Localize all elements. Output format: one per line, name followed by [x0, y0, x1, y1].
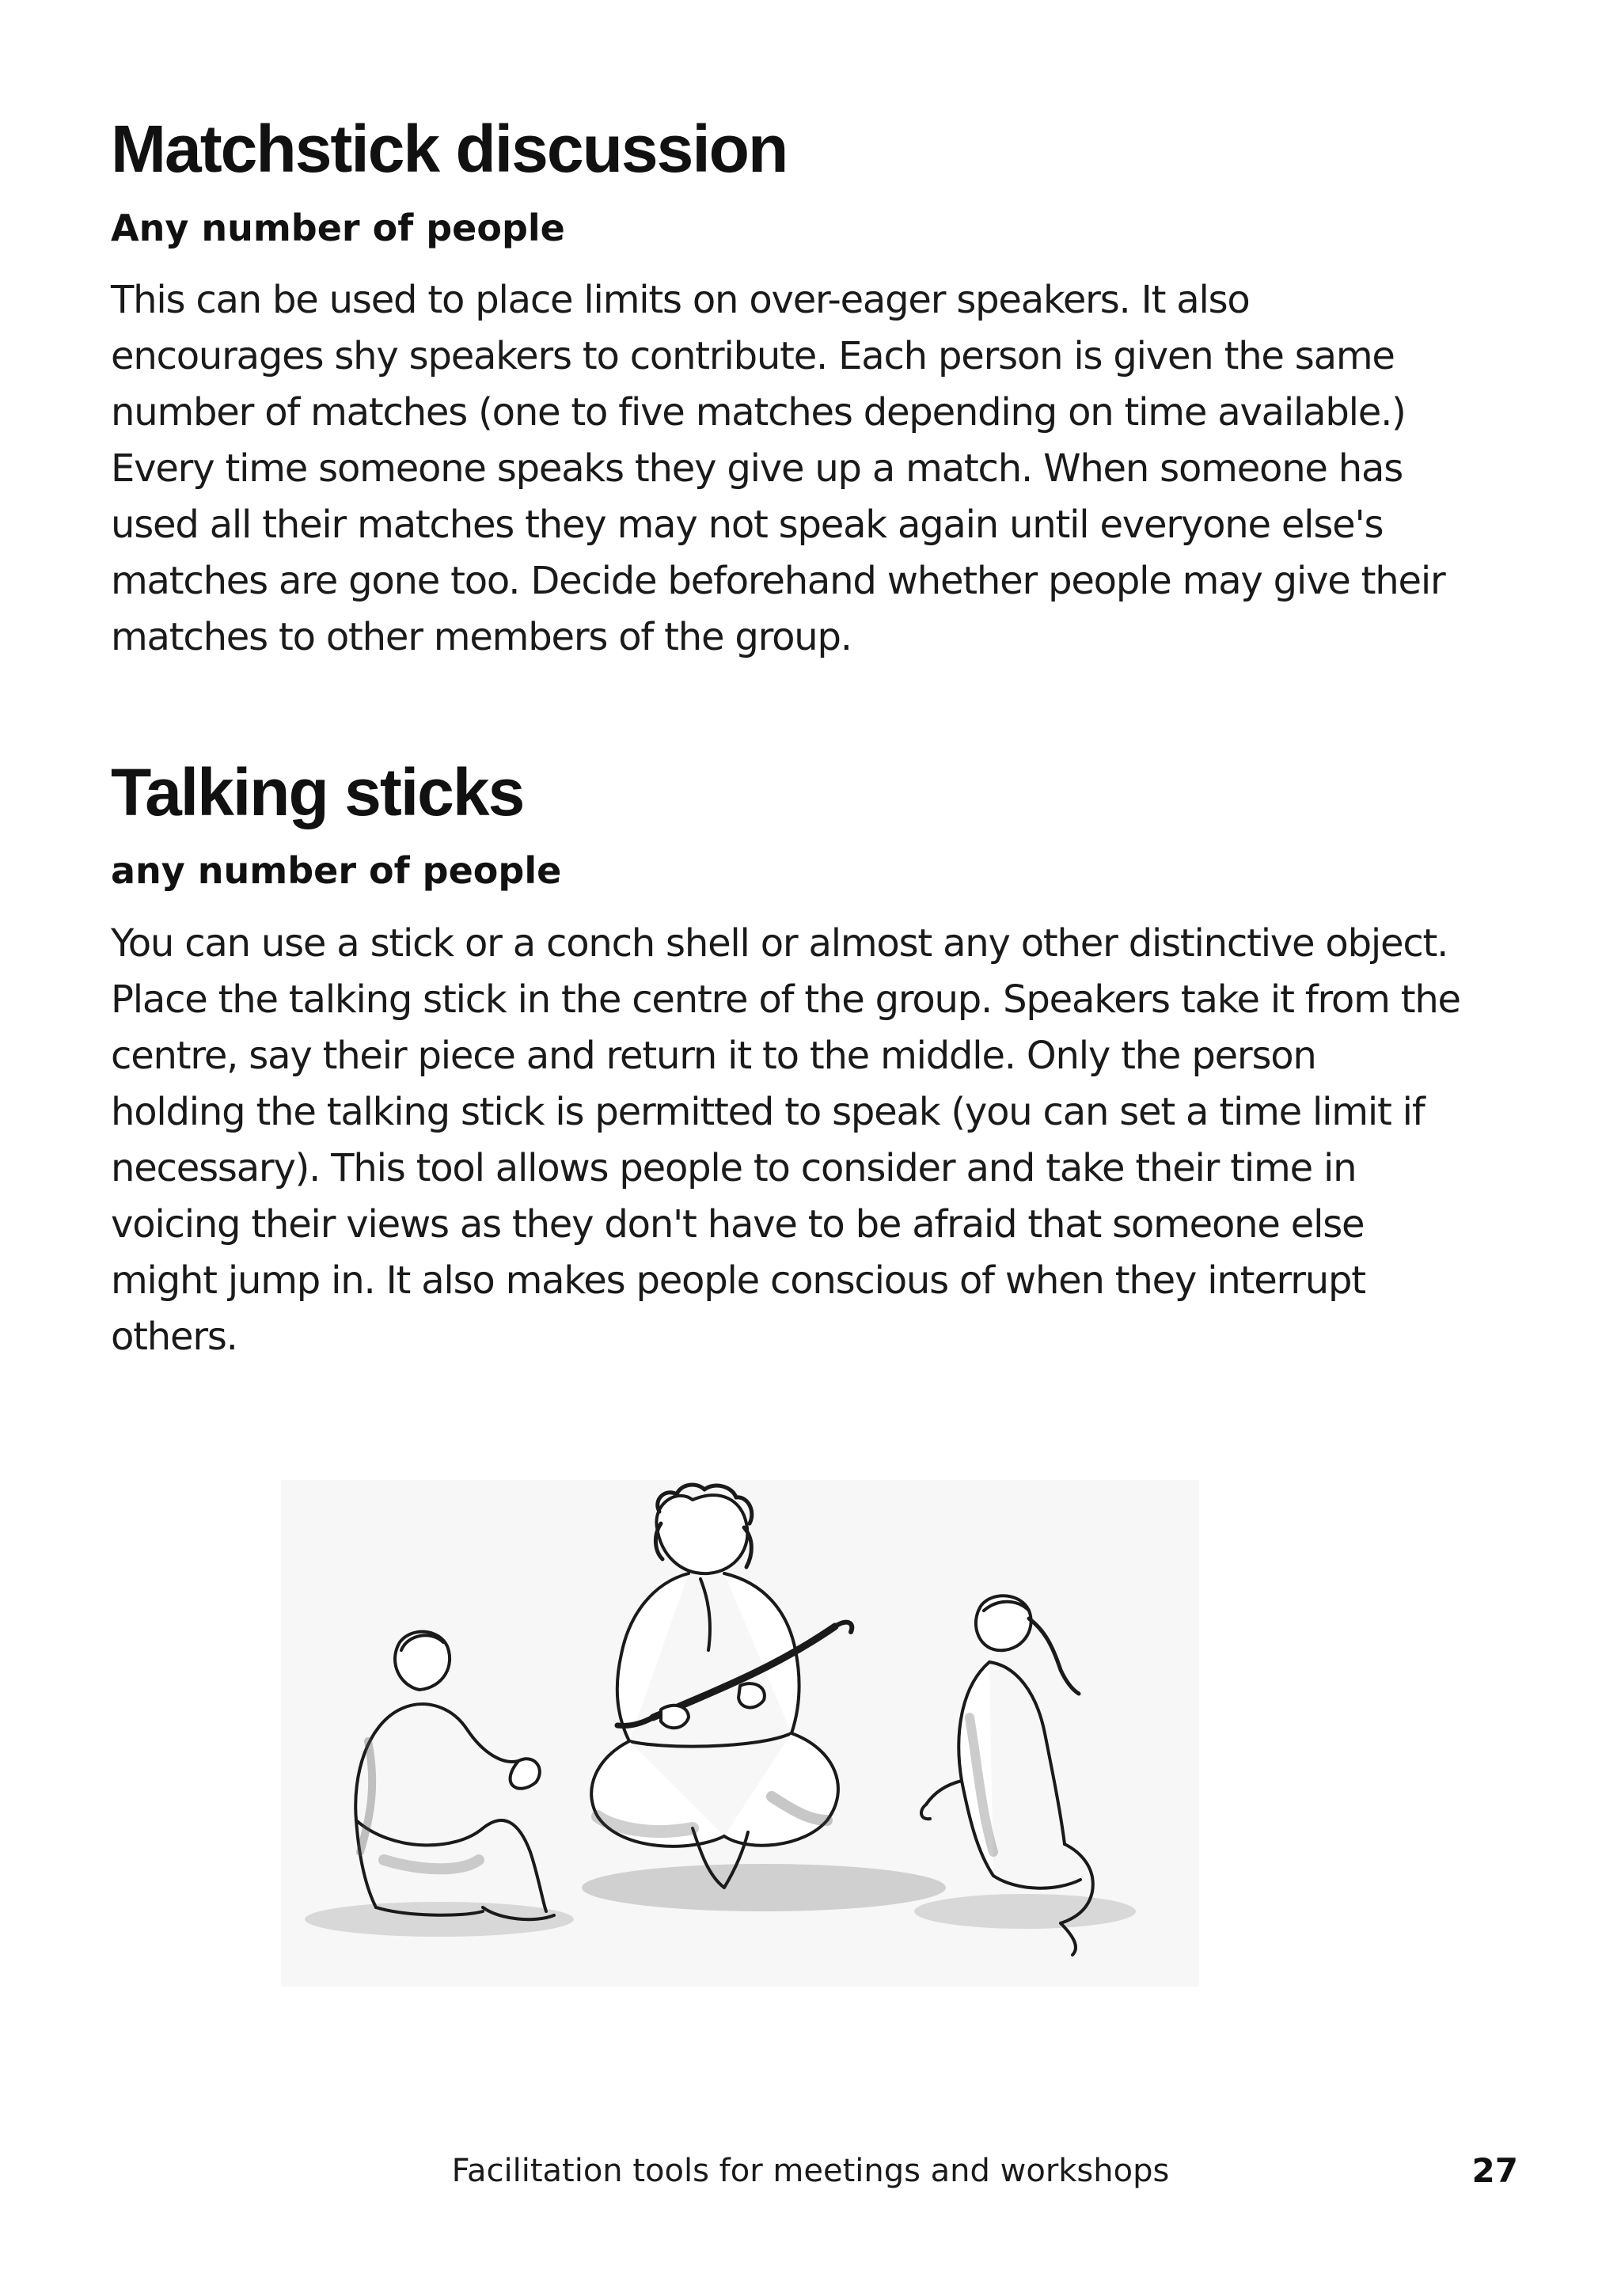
body-line: encourages shy speakers to contribute. Each person is given the same	[111, 333, 1395, 378]
body-line: centre, say their piece and return it to the middle. Only the person	[111, 1033, 1316, 1078]
section-title: Matchstick discussion	[111, 112, 788, 186]
body-line: holding the talking stick is permitted to speak (you can set a time limit if	[111, 1089, 1425, 1134]
body-line: Every time someone speaks they give up a match. When someone has	[111, 446, 1403, 491]
body-line: You can use a stick or a conch shell or almost any other distinctive object.	[111, 920, 1448, 966]
body-line: matches are gone too. Decide beforehand whether people may give their	[111, 558, 1445, 603]
page-number: 27	[1471, 2151, 1518, 2190]
body-line: used all their matches they may not speak again until everyone else's	[111, 502, 1384, 547]
section-talking-sticks	[111, 754, 1520, 1365]
page-content	[111, 111, 1520, 1365]
section-subtitle: any number of people	[111, 849, 562, 893]
talking-stick-illustration	[281, 1480, 1199, 1987]
body-line: others.	[111, 1314, 237, 1359]
section-title: Talking sticks	[111, 754, 524, 829]
body-line: voicing their views as they don't have to be afraid that someone else	[111, 1201, 1365, 1247]
body-line: number of matches (one to five matches depending on time available.)	[111, 389, 1406, 435]
section-body	[111, 916, 1520, 1365]
body-line: This can be used to place limits on over-eager speakers. It also	[111, 277, 1250, 322]
section-body	[111, 272, 1520, 666]
body-line: might jump in. It also makes people conscious of when they interrupt	[111, 1258, 1365, 1303]
body-line: matches to other members of the group.	[111, 614, 852, 659]
section-subtitle: Any number of people	[111, 206, 565, 249]
body-line: Place the talking stick in the centre of the group. Speakers take it from the	[111, 977, 1460, 1022]
footer-title: Facilitation tools for meetings and workshops	[451, 2153, 1170, 2189]
section-matchstick-discussion	[111, 111, 1520, 666]
body-line: necessary). This tool allows people to consider and take their time in	[111, 1145, 1357, 1190]
